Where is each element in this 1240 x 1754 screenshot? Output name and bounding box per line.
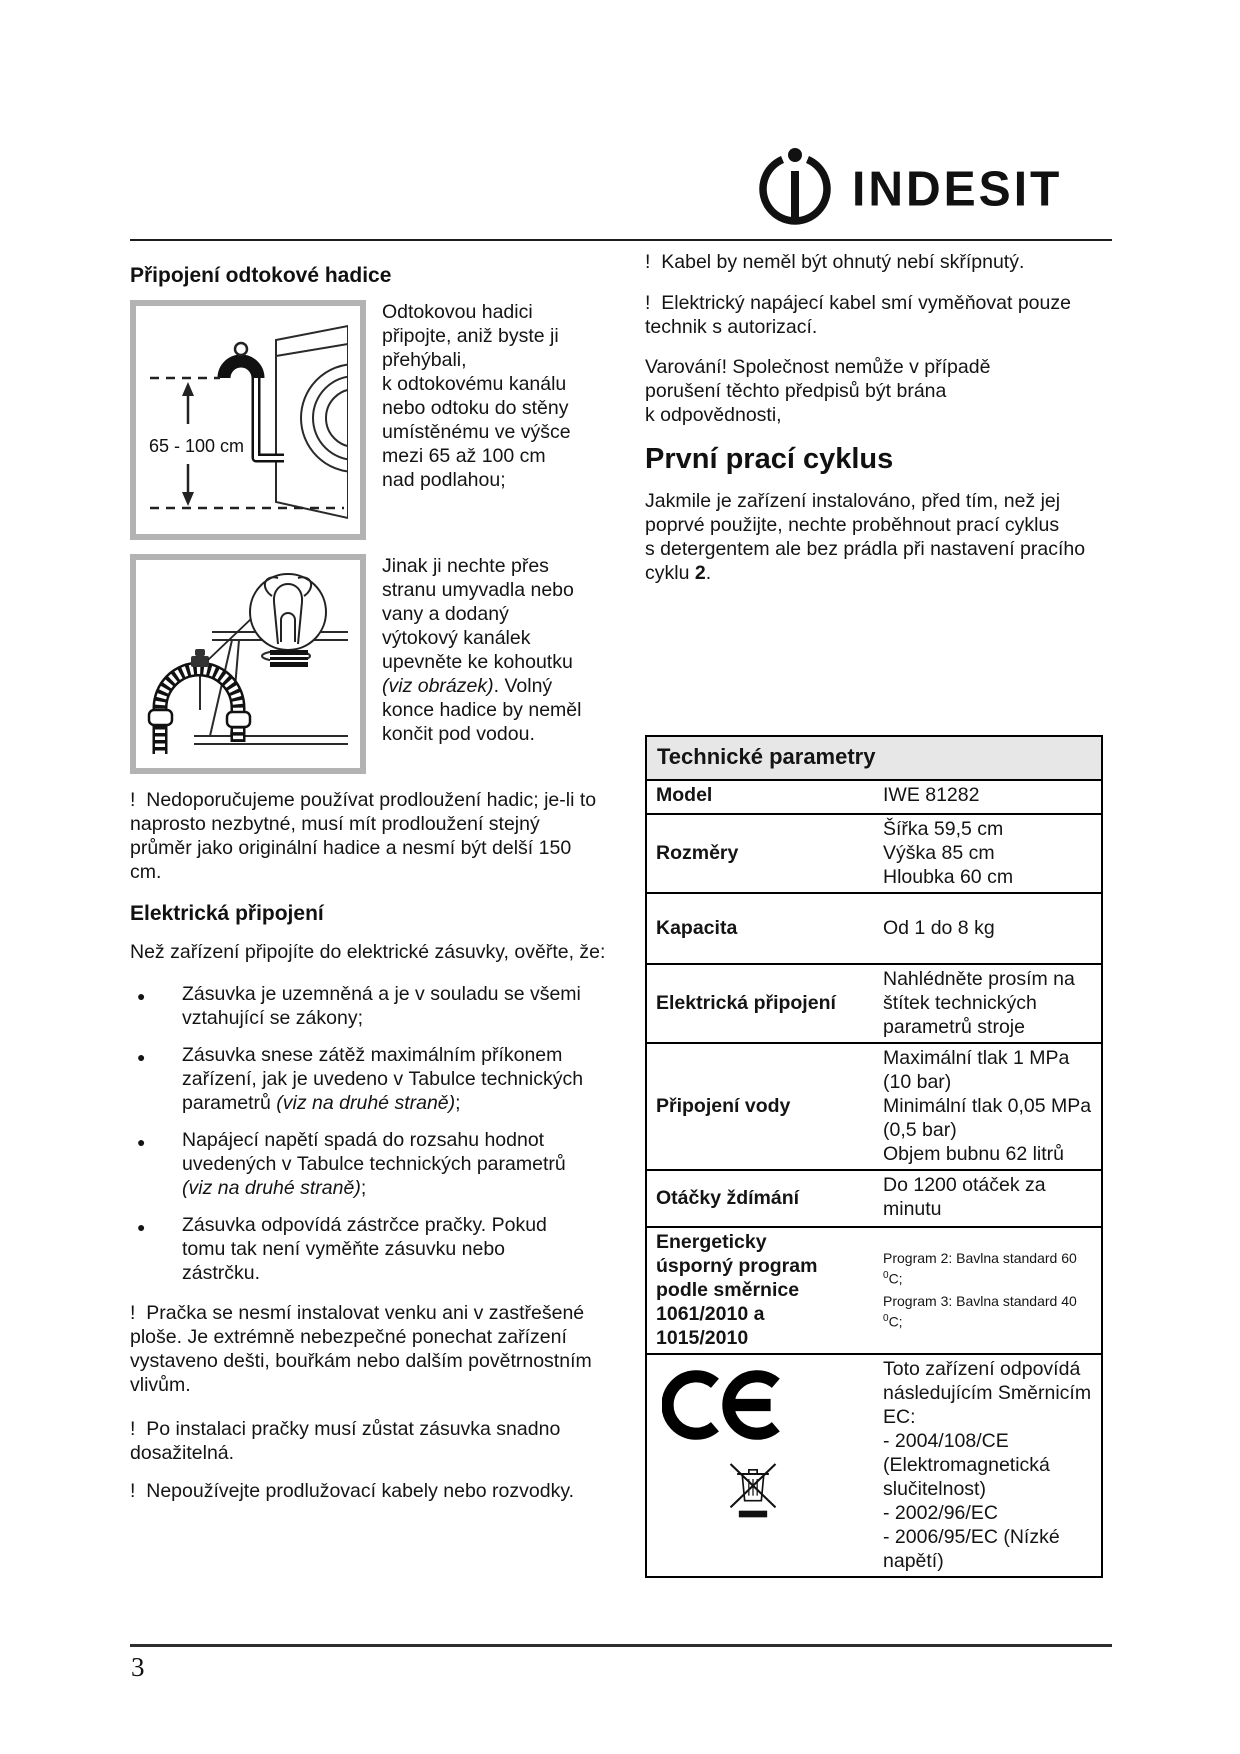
drain-height-figure-icon bbox=[136, 306, 348, 522]
note-hose-extension: ! Nedoporučujeme používat prodloužení hadic; je-li to naprosto nezbytné, musí mít prodloužení stejný průměr jako originální hadice a nesmí být delší 150 cm. bbox=[130, 789, 597, 883]
table-row-energy-program bbox=[646, 1227, 1102, 1354]
bullet-icon: ● bbox=[137, 1049, 146, 1065]
table-row-electrical bbox=[646, 964, 1102, 1043]
row-value: Toto zařízení odpovídá následujícím Směrnicím EC: - 2004/108/CE (Elektromagnetická slučitelnost) - 2002/96/EC - 2006/95/EC (Nízké napětí) bbox=[874, 1354, 1102, 1577]
indesit-circle-i-icon bbox=[752, 146, 838, 232]
first-wash-cycle-heading: První prací cyklus bbox=[645, 443, 894, 475]
row-label: Připojení vody bbox=[646, 1043, 874, 1170]
figure1-dimension-label: 65 - 100 cm bbox=[149, 436, 245, 456]
row-label: Energeticky úsporný program podle směrnice 1061/2010 a 1015/2010 bbox=[646, 1227, 874, 1354]
figure-row-drain-sink bbox=[130, 554, 606, 774]
left-column bbox=[130, 264, 606, 1503]
first-wash-cycle-paragraph: Jakmile je zařízení instalováno, před tím, než jej poprvé použijte, nechte proběhnout prací cyklus s detergentem ale bez prádla při nastavení pracího cyklu 2. bbox=[645, 490, 1086, 584]
row-value: IWE 81282 bbox=[874, 780, 1102, 814]
list-item: ● Zásuvka je uzemněná a je v souladu se všemi vztahující se zákony; bbox=[137, 983, 581, 1029]
row-label: Elektrická připojení bbox=[646, 964, 874, 1043]
drain-sink-figure bbox=[130, 554, 366, 774]
table-row-capacity bbox=[646, 893, 1102, 964]
row-value: Maximální tlak 1 MPa (10 bar) Minimální tlak 0,05 MPa (0,5 bar) Objem bubnu 62 litrů bbox=[874, 1043, 1102, 1170]
bullet-icon: ● bbox=[137, 1219, 146, 1235]
list-item: ● Zásuvka snese zátěž maximálním příkonem zařízení, jak je uvedeno v Tabulce technických parametrů (viz na druhé straně); bbox=[137, 1044, 584, 1114]
note-cable-bent: ! Kabel by neměl být ohnutý nebí skřípnutý. bbox=[645, 251, 1025, 273]
ce-mark-icon bbox=[662, 1365, 794, 1445]
row-label: Kapacita bbox=[646, 893, 874, 964]
row-value: Od 1 do 8 kg bbox=[874, 893, 1102, 964]
weee-crossed-bin-icon bbox=[722, 1449, 784, 1519]
drain-sink-figure-icon bbox=[136, 560, 348, 756]
table-row-model bbox=[646, 780, 1102, 814]
electrical-heading: Elektrická připojení bbox=[130, 902, 324, 925]
indesit-logo bbox=[752, 146, 1062, 232]
header-rule bbox=[130, 239, 1112, 241]
table-title: Technické parametry bbox=[646, 736, 1102, 780]
note-socket-accessible: ! Po instalaci pračky musí zůstat zásuvka snadno dosažitelná. bbox=[130, 1418, 561, 1464]
right-column bbox=[645, 250, 1113, 1578]
row-label: Otáčky ždímání bbox=[646, 1170, 874, 1227]
note-no-outdoor: ! Pračka se nesmí instalovat venku ani v zastřešené ploše. Je extrémně nebezpečné ponechat zařízení vystaveno dešti, bouřkám nebo dalším povětrnostním vlivům. bbox=[130, 1302, 592, 1396]
row-label: Model bbox=[646, 780, 874, 814]
note-no-extension-cords: ! Nepoužívejte prodlužovací kabely nebo rozvodky. bbox=[130, 1480, 575, 1502]
row-value: Nahlédněte prosím na štítek technických parametrů stroje bbox=[874, 964, 1102, 1043]
list-item: ● Napájecí napětí spadá do rozsahu hodnot uvedených v Tabulce technických parametrů (viz na druhé straně); bbox=[137, 1129, 566, 1199]
compliance-marks-cell bbox=[646, 1354, 874, 1577]
table-row-compliance bbox=[646, 1354, 1102, 1577]
row-value: Do 1200 otáček za minutu bbox=[874, 1170, 1102, 1227]
electrical-intro: Než zařízení připojíte do elektrické zásuvky, ověřte, že: bbox=[130, 941, 606, 963]
figure1-caption: Odtokovou hadici připojte, aniž byste ji přehýbali, k odtokovému kanálu nebo odtoku do stěny umístěnému ve výšce mezi 65 až 100 cm nad podlahou; bbox=[382, 301, 571, 491]
table-row-water bbox=[646, 1043, 1102, 1170]
table-row-dimensions bbox=[646, 814, 1102, 893]
electrical-checklist bbox=[130, 982, 606, 1285]
bullet-icon: ● bbox=[137, 1134, 146, 1150]
list-item: ● Zásuvka odpovídá zástrčce pračky. Pokud tomu tak není vyměňte zásuvku nebo zástrčku. bbox=[137, 1214, 547, 1284]
figure2-caption: Jinak ji nechte přes stranu umyvadla nebo vany a dodaný výtokový kanálek upevněte ke kohoutku (viz obrázek). Volný konce hadice by neměl končit pod vodou. bbox=[382, 555, 582, 745]
warning-paragraph: Varování! Společnost nemůže v případě porušení těchto předpisů být brána k odpovědnosti, bbox=[645, 356, 991, 426]
drain-hose-heading: Připojení odtokové hadice bbox=[130, 264, 392, 287]
table-row-spin bbox=[646, 1170, 1102, 1227]
row-label: Rozměry bbox=[646, 814, 874, 893]
row-value: Šířka 59,5 cm Výška 85 cm Hloubka 60 cm bbox=[874, 814, 1102, 893]
tech-params-table bbox=[645, 735, 1103, 1578]
page-number: 3 bbox=[131, 1652, 145, 1682]
figure-row-drain-height bbox=[130, 300, 606, 540]
row-value: Program 2: Bavlna standard 60 $^0$C; Program 3: Bavlna standard 40 $^0$C; bbox=[874, 1227, 1102, 1354]
drain-height-figure bbox=[130, 300, 366, 540]
note-cable-replacement: ! Elektrický napájecí kabel smí vyměňovat pouze technik s autorizací. bbox=[645, 292, 1071, 338]
footer-rule bbox=[130, 1644, 1112, 1647]
brand-wordmark: INDESIT bbox=[852, 161, 1063, 217]
bullet-icon: ● bbox=[137, 988, 146, 1004]
